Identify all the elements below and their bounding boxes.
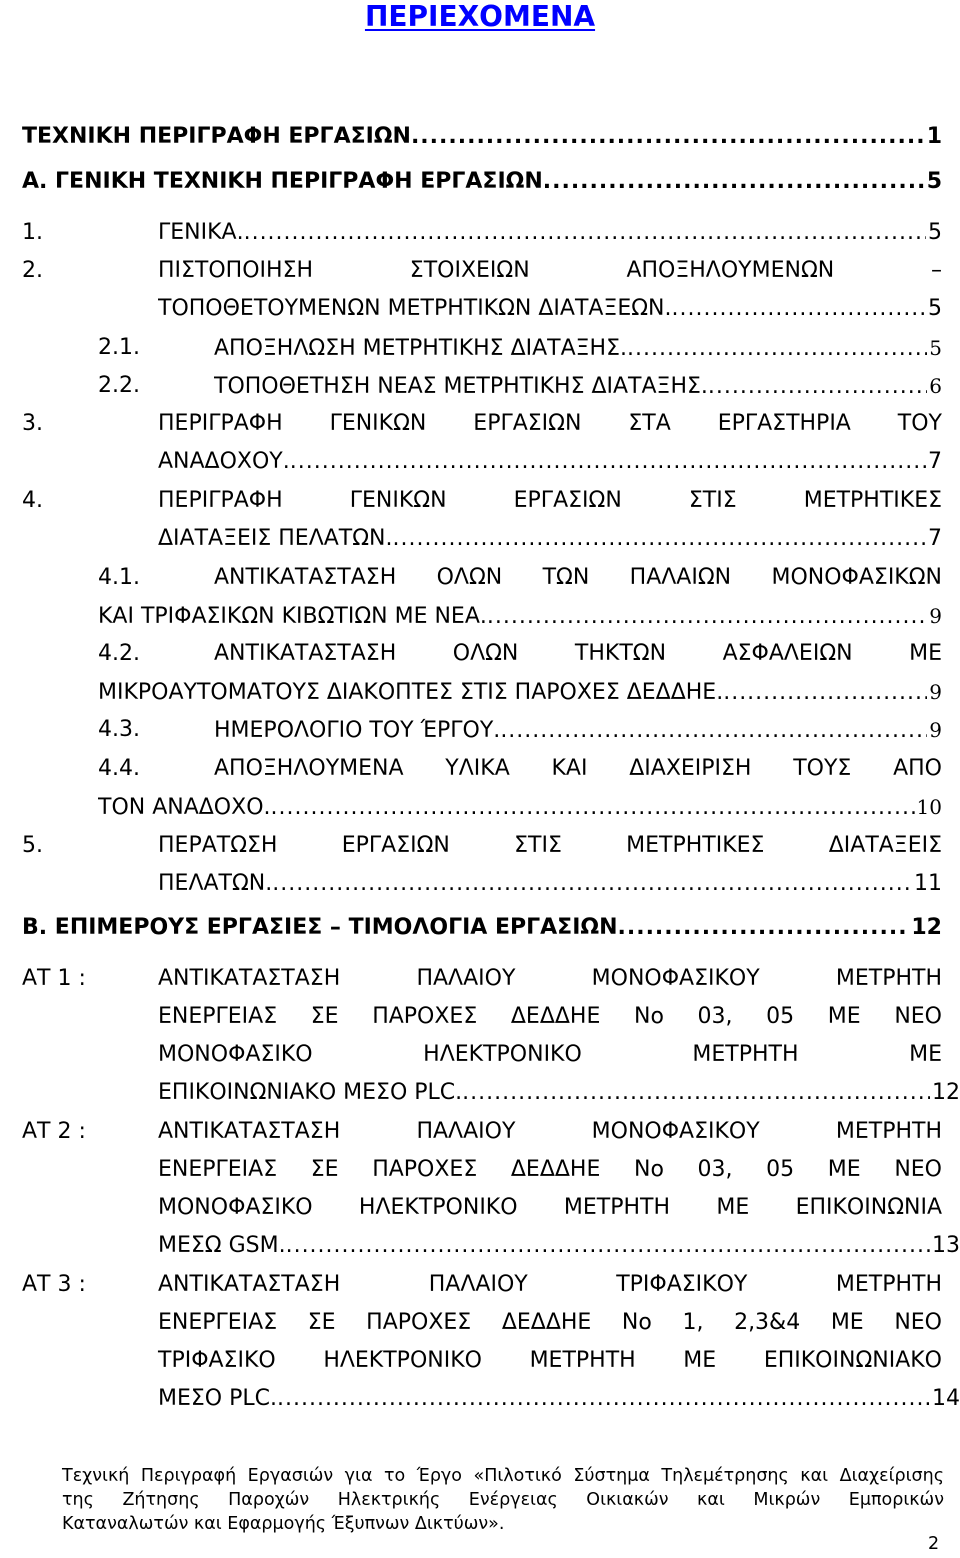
toc-entry-text: ΤΟΠΟΘΕΤΟΥΜΕΝΩΝ ΜΕΤΡΗΤΙΚΩΝ ΔΙΑΤΑΞΕΩΝ. — [158, 296, 672, 321]
toc-entry-text: ΑΠΟΞΗΛΟΥΜΕΝΑ ΥΛΙΚΑ ΚΑΙ ΔΙΑΧΕΙΡΙΣΗ ΤΟΥΣ ΑΠΟ — [214, 756, 942, 781]
toc-page-number: 12 — [932, 1080, 960, 1105]
toc-entry-text: ΤΟΠΟΘΕΤΗΣΗ ΝΕΑΣ ΜΕΤΡΗΤΙΚΗΣ ΔΙΑΤΑΞΗΣ. — [214, 374, 708, 399]
toc-entry-text: ΓΕΝΙΚΑ. — [158, 220, 244, 245]
toc-entry-text: ΠΕΡΙΓΡΑΦΗ ΓΕΝΙΚΩΝ ΕΡΓΑΣΙΩΝ ΣΤΑ ΕΡΓΑΣΤΗΡΙΑ ΤΟΥ — [158, 411, 942, 436]
toc-entry-cont — [0, 1036, 960, 1074]
toc-entry-number: 2. — [22, 258, 43, 283]
toc-entry-text: ΗΜΕΡΟΛΟΓΙΟ ΤΟΥ ΈΡΓΟΥ. — [214, 718, 501, 743]
toc-entry[interactable] — [0, 1266, 960, 1304]
toc-page-number: 1 — [926, 124, 942, 149]
toc-leader-dots — [272, 865, 912, 903]
toc-page-number: 12 — [911, 915, 942, 940]
toc-leader-dots — [277, 1380, 930, 1418]
toc-entry[interactable] — [0, 750, 960, 788]
toc-entry-cont[interactable] — [0, 520, 960, 558]
toc-entry-cont[interactable] — [0, 443, 960, 481]
toc-entry-text: ΠΕΡΑΤΩΣΗ ΕΡΓΑΣΙΩΝ ΣΤΙΣ ΜΕΤΡΗΤΙΚΕΣ ΔΙΑΤΑΞΕΙΣ — [158, 833, 942, 858]
toc-entry-text: ΜΙΚΡΟΑΥΤΟΜΑΤΟΥΣ ΔΙΑΚΟΠΤΕΣ ΣΤΙΣ ΠΑΡΟΧΕΣ ΔΕΔΔΗΕ. — [98, 680, 724, 705]
toc-entry-text: ΠΙΣΤΟΠΟΙΗΣΗ ΣΤΟΙΧΕΙΩΝ ΑΠΟΞΗΛΟΥΜΕΝΩΝ – — [158, 258, 942, 283]
toc-entry-cont[interactable] — [0, 290, 960, 328]
toc-entry-text: ΠΕΡΙΓΡΑΦΗ ΓΕΝΙΚΩΝ ΕΡΓΑΣΙΩΝ ΣΤΙΣ ΜΕΤΡΗΤΙΚΕΣ — [158, 488, 942, 513]
toc-page-number: 9 — [929, 680, 942, 704]
toc-entry[interactable] — [0, 559, 960, 597]
toc-entry-cont — [0, 1189, 960, 1227]
toc-page-number: 11 — [914, 871, 942, 896]
toc-page-number: 10 — [916, 795, 942, 819]
toc-entry-text: ΤΟΝ ΑΝΑΔΟΧΟ. — [98, 795, 271, 820]
toc-entry[interactable] — [0, 329, 960, 367]
toc-page-number: 9 — [929, 604, 942, 628]
toc-entry[interactable] — [0, 482, 960, 520]
footer-line: Τεχνική Περιγραφή Εργασιών για το Έργο «Πιλοτικό Σύστημα Τηλεμέτρησης και Διαχείρισης — [62, 1466, 944, 1486]
toc-entry-text: ΚΑΙ ΤΡΙΦΑΣΙΚΩΝ ΚΙΒΩΤΙΩΝ ΜΕ ΝΕΑ. — [98, 604, 487, 629]
toc-leader-dots — [393, 520, 926, 558]
toc-entry-cont — [0, 1304, 960, 1342]
toc-entry[interactable] — [0, 1113, 960, 1151]
toc-entry-text: ΜΕΣΟ PLC. — [158, 1386, 277, 1411]
toc-entry-number: 2.1. — [98, 335, 140, 360]
toc-entry-number: ΑΤ 2 : — [22, 1119, 86, 1144]
toc-leader-dots — [618, 909, 910, 947]
toc-entry[interactable] — [0, 711, 960, 749]
toc-entry-cont[interactable] — [0, 673, 960, 711]
toc-entry[interactable] — [0, 960, 960, 998]
toc-entry-text: ΜΕΣΩ GSM. — [158, 1233, 286, 1258]
toc-entry-text: ΑΝΤΙΚΑΤΑΣΤΑΣΗ ΠΑΛΑΙΟΥ ΤΡΙΦΑΣΙΚΟΥ ΜΕΤΡΗΤΗ — [158, 1272, 942, 1297]
footer-line: της Ζήτησης Παροχών Ηλεκτρικής Ενέργειας Οικιακών και Μικρών Εμπορικών — [62, 1490, 944, 1510]
toc-entry-number: 4.1. — [98, 565, 140, 590]
toc-entry-cont[interactable] — [0, 1227, 960, 1265]
toc-entry-text: ΑΝΤΙΚΑΤΑΣΤΑΣΗ ΠΑΛΑΙΟΥ ΜΟΝΟΦΑΣΙΚΟΥ ΜΕΤΡΗΤΗ — [158, 966, 942, 991]
footer-line: Καταναλωτών και Εφαρμογής Έξυπνων Δικτύων». — [62, 1514, 505, 1534]
toc-entry-text: ΠΕΛΑΤΩΝ. — [158, 871, 273, 896]
toc-entry-text: Α. ΓΕΝΙΚΗ ΤΕΧΝΙΚΗ ΠΕΡΙΓΡΑΦΗ ΕΡΓΑΣΙΩΝ — [22, 169, 543, 194]
toc-leader-dots — [672, 290, 926, 328]
toc-entry-text: ΑΝΤΙΚΑΤΑΣΤΑΣΗ ΠΑΛΑΙΟΥ ΜΟΝΟΦΑΣΙΚΟΥ ΜΕΤΡΗΤΗ — [158, 1119, 942, 1144]
toc-leader-dots — [543, 163, 925, 201]
toc-leader-dots — [500, 712, 927, 750]
toc-leader-dots — [411, 118, 925, 156]
toc-entry-text: ΕΠΙΚΟΙΝΩΝΙΑΚΟ ΜΕΣΟ PLC. — [158, 1080, 463, 1105]
toc-entry-cont[interactable] — [0, 1074, 960, 1112]
page-title: ΠΕΡΙΕΧΟΜΕΝΑ — [364, 0, 596, 33]
toc-leader-dots — [708, 368, 927, 406]
toc-page-number: 13 — [932, 1233, 960, 1258]
toc-entry-cont — [0, 1342, 960, 1380]
toc-leader-dots — [290, 443, 926, 481]
toc-entry-text: Β. ΕΠΙΜΕΡΟΥΣ ΕΡΓΑΣΙΕΣ – ΤΙΜΟΛΟΓΙΑ ΕΡΓΑΣΙΩΝ — [22, 915, 618, 940]
toc-entry-cont[interactable] — [0, 597, 960, 635]
toc-entry[interactable] — [0, 367, 960, 405]
toc-entry[interactable] — [0, 118, 960, 156]
toc-entry-text: ΕΝΕΡΓΕΙΑΣ ΣΕ ΠΑΡΟΧΕΣ ΔΕΔΔΗΕ Νο 03, 05 ΜΕ ΝΕΟ — [158, 1004, 942, 1029]
toc-entry-number: ΑΤ 3 : — [22, 1272, 86, 1297]
toc-leader-dots — [286, 1227, 930, 1265]
toc-entry-number: ΑΤ 1 : — [22, 966, 86, 991]
toc-entry-text: ΕΝΕΡΓΕΙΑΣ ΣΕ ΠΑΡΟΧΕΣ ΔΕΔΔΗΕ Νο 03, 05 ΜΕ ΝΕΟ — [158, 1157, 942, 1182]
toc-entry[interactable] — [0, 252, 960, 290]
toc-entry-text: ΤΕΧΝΙΚΗ ΠΕΡΙΓΡΑΦΗ ΕΡΓΑΣΙΩΝ — [22, 124, 411, 149]
toc-page-number: 5 — [928, 296, 942, 321]
toc-entry-text: ΕΝΕΡΓΕΙΑΣ ΣΕ ΠΑΡΟΧΕΣ ΔΕΔΔΗΕ Νο 1, 2,3&4 ΜΕ ΝΕΟ — [158, 1310, 942, 1335]
toc-entry-number: 4.4. — [98, 756, 140, 781]
page-number: 2 — [928, 1534, 940, 1554]
toc-entry[interactable] — [0, 827, 960, 865]
toc-page-number: 7 — [928, 449, 942, 474]
toc-leader-dots — [462, 1074, 930, 1112]
toc-entry-text: ΜΟΝΟΦΑΣΙΚΟ ΗΛΕΚΤΡΟΝΙΚΟ ΜΕΤΡΗΤΗ ΜΕ ΕΠΙΚΟΙΝΩΝΙΑ — [158, 1195, 942, 1220]
toc-entry-text: ΜΟΝΟΦΑΣΙΚΟ ΗΛΕΚΤΡΟΝΙΚΟ ΜΕΤΡΗΤΗ ΜΕ — [158, 1042, 942, 1067]
toc-entry-number: 3. — [22, 411, 43, 436]
toc-entry-number: 5. — [22, 833, 43, 858]
toc-entry-number: 4.2. — [98, 641, 140, 666]
toc-entry-text: ΑΝΤΙΚΑΤΑΣΤΑΣΗ ΟΛΩΝ ΤΗΚΤΩΝ ΑΣΦΑΛΕΙΩΝ ΜΕ — [214, 641, 942, 666]
toc-page-number: 6 — [929, 374, 942, 398]
toc-entry-text: ΑΠΟΞΗΛΩΣΗ ΜΕΤΡΗΤΙΚΗΣ ΔΙΑΤΑΞΗΣ. — [214, 336, 627, 361]
toc-entry-number: 2.2. — [98, 373, 140, 398]
toc-page-number: 14 — [932, 1386, 960, 1411]
toc-entry-text: ΔΙΑΤΑΞΕΙΣ ΠΕΛΑΤΩΝ. — [158, 526, 393, 551]
toc-entry[interactable] — [0, 163, 960, 201]
toc-entry-number: 4.3. — [98, 717, 140, 742]
toc-entry-cont[interactable] — [0, 788, 960, 826]
toc-entry[interactable] — [0, 635, 960, 673]
toc-leader-dots — [271, 789, 915, 827]
toc-entry[interactable] — [0, 405, 960, 443]
toc-entry-number: 1. — [22, 220, 43, 245]
toc-leader-dots — [244, 214, 926, 252]
toc-leader-dots — [487, 598, 927, 636]
toc-page-number: 7 — [928, 526, 942, 551]
toc-entry[interactable] — [0, 214, 960, 252]
toc-entry-cont — [0, 1151, 960, 1189]
toc-entry-text: ΤΡΙΦΑΣΙΚΟ ΗΛΕΚΤΡΟΝΙΚΟ ΜΕΤΡΗΤΗ ΜΕ ΕΠΙΚΟΙΝΩΝΙΑΚΟ — [158, 1348, 942, 1373]
toc-page-number: 5 — [926, 169, 942, 194]
toc-entry-text: ΑΝΑΔΟΧΟΥ. — [158, 449, 290, 474]
toc-entry-number: 4. — [22, 488, 43, 513]
toc-entry[interactable] — [0, 909, 960, 947]
toc-page-number: 5 — [929, 336, 942, 360]
toc-entry-cont — [0, 998, 960, 1036]
toc-leader-dots — [723, 674, 927, 712]
toc-entry-cont[interactable] — [0, 865, 960, 903]
toc-entry-cont[interactable] — [0, 1380, 960, 1418]
toc-leader-dots — [627, 330, 927, 368]
toc-page-number: 5 — [928, 220, 942, 245]
toc-entry-text: ΑΝΤΙΚΑΤΑΣΤΑΣΗ ΟΛΩΝ ΤΩΝ ΠΑΛΑΙΩΝ ΜΟΝΟΦΑΣΙΚΩΝ — [214, 565, 942, 590]
toc-page-number: 9 — [929, 718, 942, 742]
